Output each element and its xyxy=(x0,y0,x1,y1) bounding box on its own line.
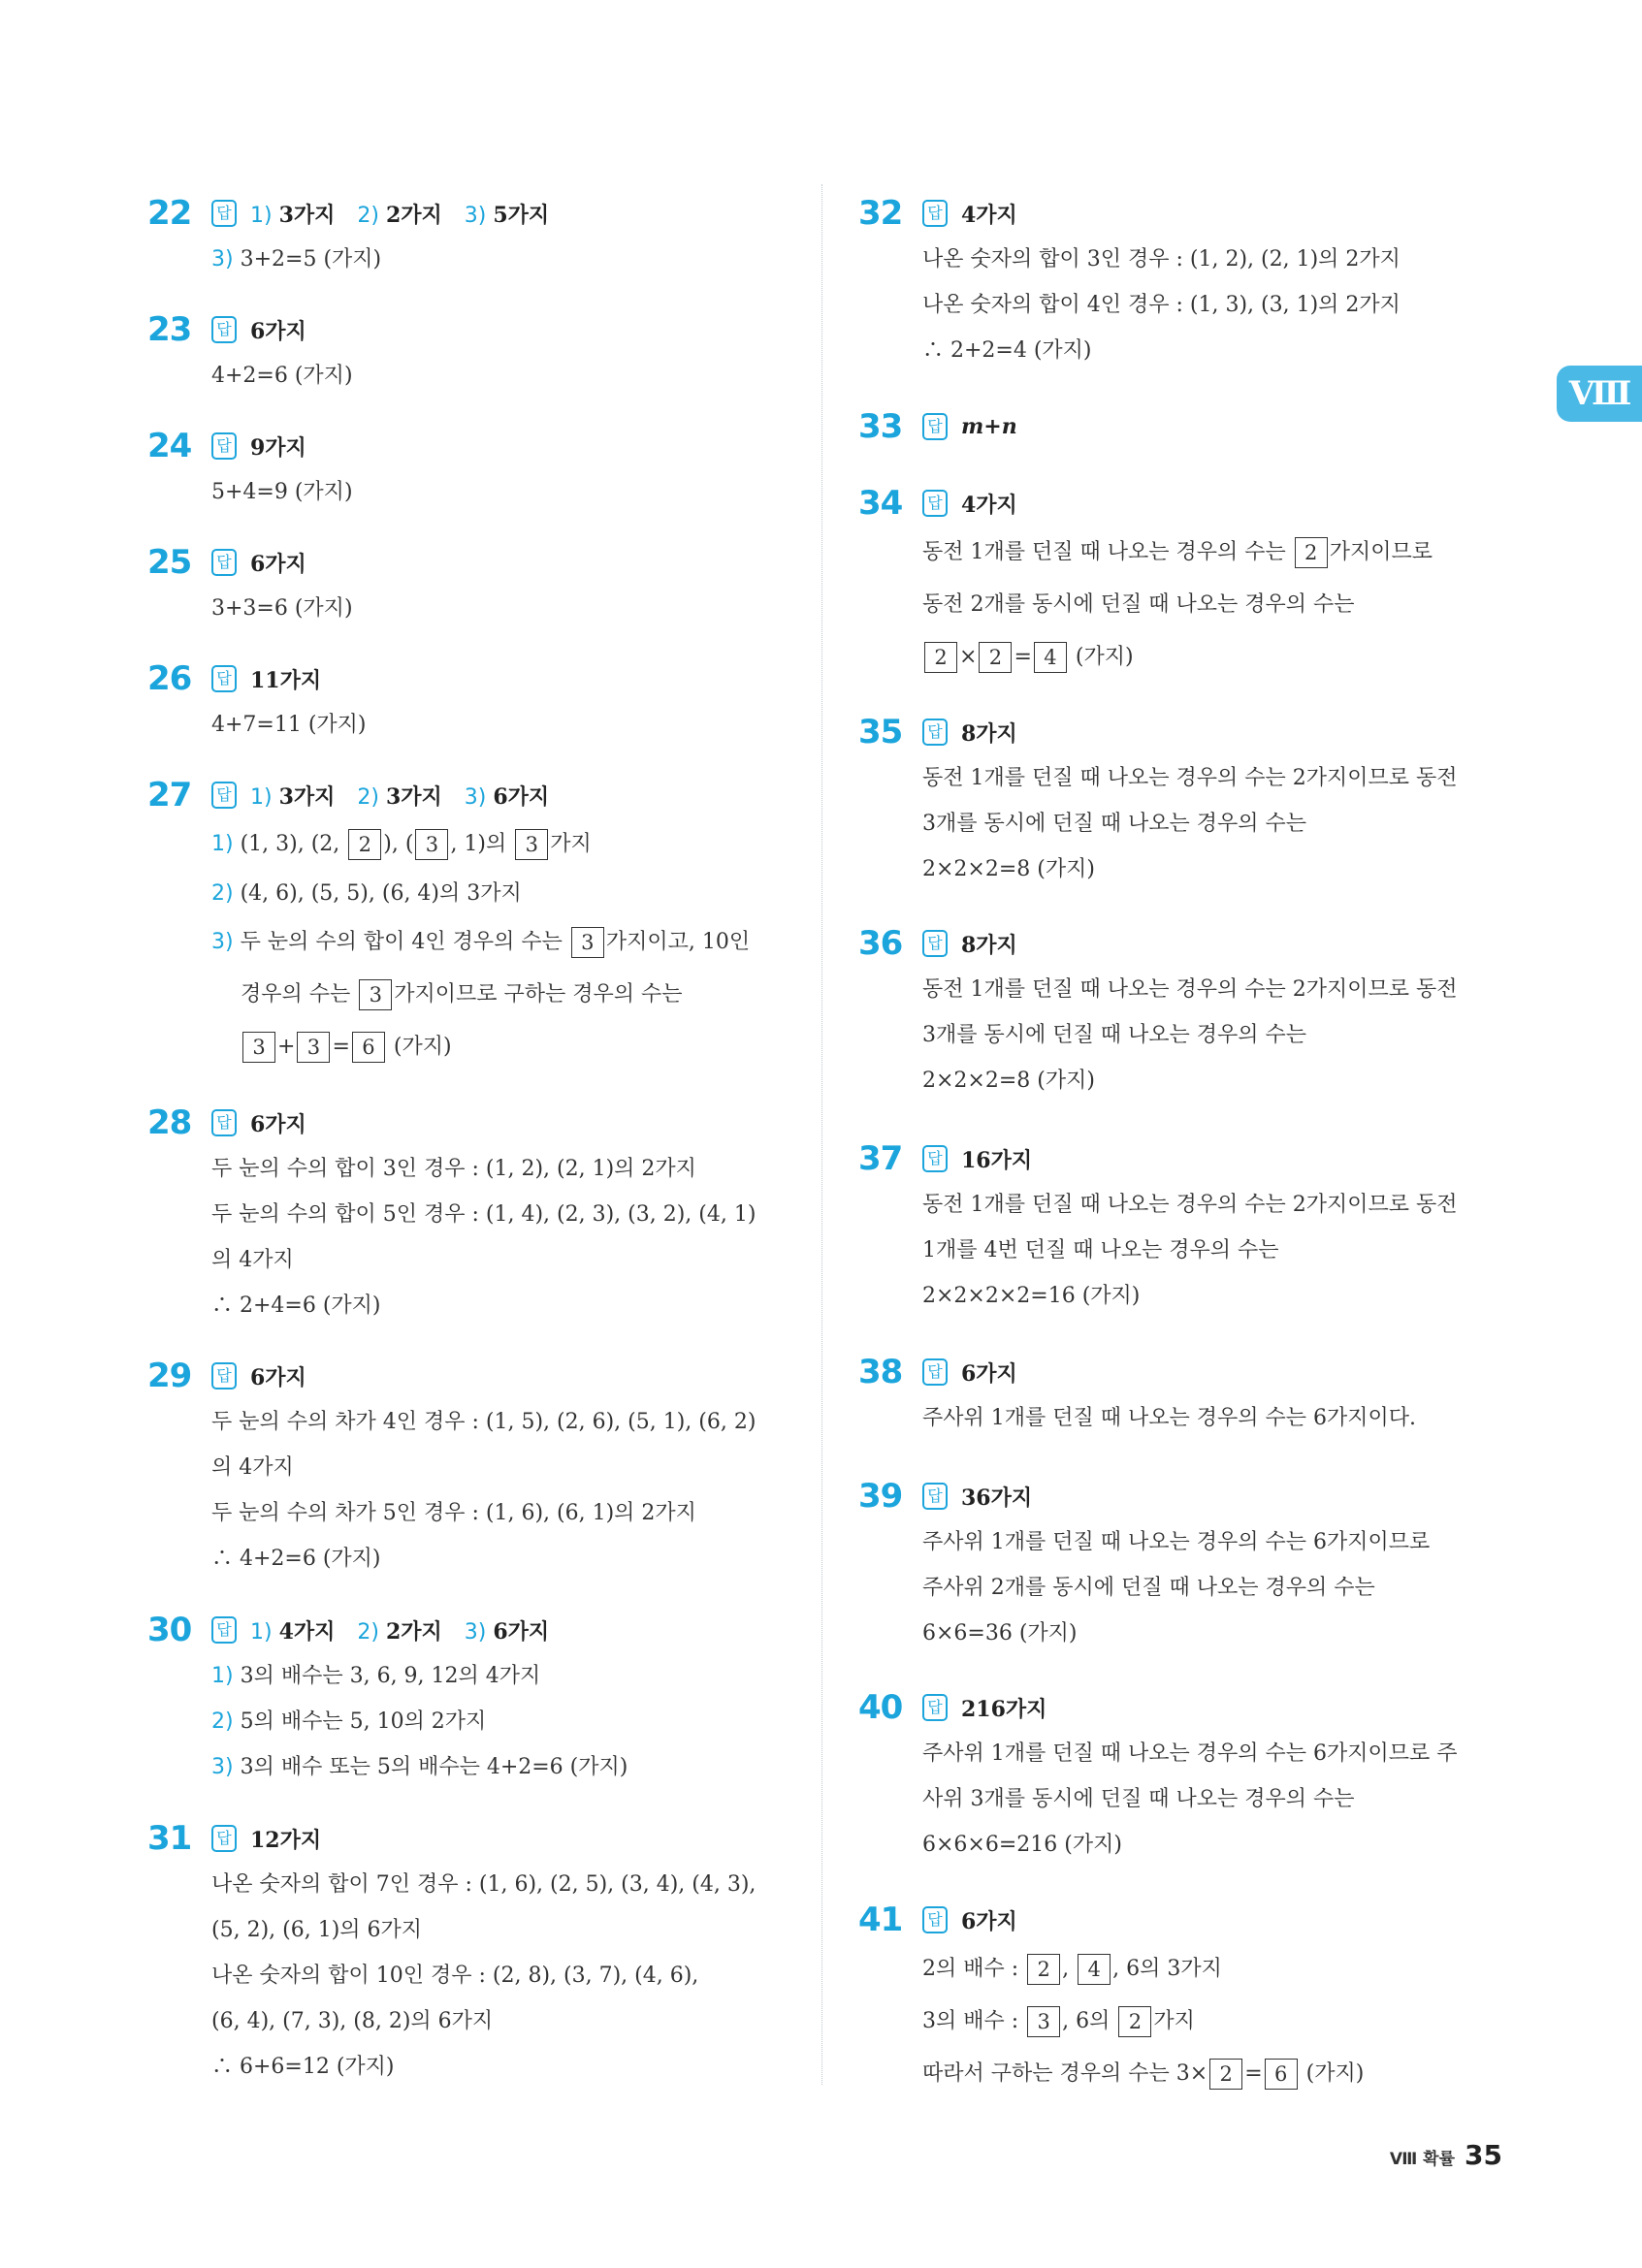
solution-text: 5의 배수는 5, 10의 2가지 xyxy=(240,1709,487,1734)
part-label: 1) xyxy=(211,832,234,856)
answer-line xyxy=(211,425,306,467)
answer-badge: 답 xyxy=(922,1694,948,1721)
answer-box: 3 xyxy=(242,1032,275,1063)
solution-line xyxy=(211,818,750,871)
answer-badge: 답 xyxy=(922,200,948,227)
solution-text: (5, 2), (6, 1)의 6가지 xyxy=(211,1918,423,1942)
problem-number: 37 xyxy=(858,1139,903,1178)
answer-value: 6가지 xyxy=(250,318,306,344)
answer-line xyxy=(211,1102,306,1144)
solution xyxy=(211,586,353,631)
answer-badge: 답 xyxy=(211,432,237,460)
solution-line xyxy=(922,967,1458,1012)
solution xyxy=(922,967,1458,1103)
answer-value: 4가지 xyxy=(961,202,1017,228)
solution-line xyxy=(922,1228,1458,1273)
solution-text: 나온 숫자의 합이 7인 경우 : (1, 6), (2, 5), (3, 4), (4, 3), xyxy=(211,1872,757,1897)
solution-line xyxy=(922,1395,1416,1441)
answer-line xyxy=(211,541,306,584)
footer-chapter: Ⅷ 확률 xyxy=(1389,2150,1456,2169)
solution xyxy=(211,1653,628,1790)
answer-badge: 답 xyxy=(211,665,237,692)
answer-line xyxy=(211,1355,306,1397)
solution-text: 3의 배수 또는 5의 배수는 4+2=6 (가지) xyxy=(240,1755,628,1779)
solution-line xyxy=(211,1998,756,2044)
answer-line xyxy=(211,657,321,700)
answer-value: 4가지 xyxy=(278,1618,336,1645)
solution xyxy=(922,1519,1430,1656)
solution-text: 2×2×2=8 (가지) xyxy=(922,1069,1095,1093)
answer-line xyxy=(922,1899,1017,1941)
solution-line xyxy=(922,755,1458,801)
answer-box: 4 xyxy=(1078,1954,1111,1985)
solution-text: (4, 6), (5, 5), (6, 4)의 3가지 xyxy=(240,881,522,906)
solution-text: 경우의 수는 3 가지이므로 구하는 경우의 수는 xyxy=(241,982,683,1006)
solution-line xyxy=(922,1996,1364,2048)
answer-box: 2 xyxy=(924,642,957,673)
part-label: 3) xyxy=(464,203,494,228)
answer-box: 6 xyxy=(352,1032,385,1063)
page-footer xyxy=(1390,2139,1502,2171)
solution-line xyxy=(922,1776,1458,1822)
solution-line xyxy=(922,527,1433,579)
answer-text xyxy=(250,1361,306,1391)
answer-text xyxy=(961,1144,1032,1174)
solution-text: 동전 2개를 동시에 던질 때 나오는 경우의 수는 xyxy=(922,592,1355,617)
solution-line xyxy=(922,1273,1458,1319)
solution-text: 4+7=11 (가지) xyxy=(211,713,367,737)
solution-text: 3개를 동시에 던질 때 나오는 경우의 수는 xyxy=(922,812,1306,836)
problem-number: 40 xyxy=(858,1688,903,1727)
solution xyxy=(922,755,1458,892)
solution xyxy=(922,1182,1458,1319)
solution-text: 2×2×2×2=16 (가지) xyxy=(922,1284,1141,1308)
solution-text: 의 4가지 xyxy=(211,1248,294,1272)
answer-text xyxy=(961,199,1017,229)
solution-line xyxy=(922,282,1401,328)
solution-line xyxy=(922,1565,1430,1611)
solution-text: 동전 1개를 던질 때 나오는 경우의 수는 2가지이므로 동전 xyxy=(922,766,1458,790)
solution xyxy=(922,1395,1416,1441)
solution-line xyxy=(922,1822,1458,1868)
answer-value: 6가지 xyxy=(250,1111,306,1137)
solution-text: 동전 1개를 던질 때 나오는 경우의 수는 2가지이므로 동전 xyxy=(922,977,1458,1002)
part-label: 2) xyxy=(211,881,234,906)
answer-value: 11가지 xyxy=(250,667,322,693)
solution-line xyxy=(922,1519,1430,1565)
answer-value: 3가지 xyxy=(385,783,442,810)
solution-line xyxy=(922,2048,1364,2100)
solution-text: 3의 배수는 3, 6, 9, 12의 4가지 xyxy=(240,1664,541,1688)
solution-text: 주사위 1개를 던질 때 나오는 경우의 수는 6가지이므로 xyxy=(922,1530,1431,1554)
answer-line xyxy=(211,192,549,235)
part-label: 3) xyxy=(211,1755,234,1779)
answer-value: 2가지 xyxy=(385,1618,442,1645)
answer-badge: 답 xyxy=(211,200,237,227)
solution-text: ∴ 2+2=4 (가지) xyxy=(922,338,1092,363)
problem-number: 38 xyxy=(858,1353,903,1391)
problem-number: 33 xyxy=(858,407,903,446)
answer-line xyxy=(922,405,1017,448)
answer-line xyxy=(922,192,1017,235)
solution-text: 3 + 3 = 6 (가지) xyxy=(241,1035,452,1059)
problem-number: 26 xyxy=(147,659,192,698)
solution-text: 2의 배수 : 2 , 4 , 6의 3가지 xyxy=(922,1957,1222,1981)
solution-text: 동전 1개를 던질 때 나오는 경우의 수는 2가지이므로 동전 xyxy=(922,1193,1458,1217)
solution xyxy=(211,353,353,399)
answer-text xyxy=(961,1905,1017,1935)
answer-text xyxy=(250,781,549,811)
answer-text xyxy=(961,718,1017,748)
problem-number: 23 xyxy=(147,310,192,349)
solution-text: 주사위 2개를 동시에 던질 때 나오는 경우의 수는 xyxy=(922,1576,1375,1600)
answer-badge: 답 xyxy=(922,1358,948,1386)
answer-box: 2 xyxy=(1295,537,1328,568)
solution-text: 따라서 구하는 경우의 수는 3× 2 = 6 (가지) xyxy=(922,2061,1364,2086)
answer-line xyxy=(211,774,549,816)
column-divider xyxy=(821,184,822,2085)
answer-box: 2 xyxy=(1209,2059,1242,2090)
problem-number: 34 xyxy=(858,484,903,523)
solution-text: 의 4가지 xyxy=(211,1455,294,1480)
answer-line xyxy=(211,1817,321,1860)
answer-line xyxy=(211,1609,549,1651)
solution xyxy=(211,1399,756,1581)
solution-text: (6, 4), (7, 3), (8, 2)의 6가지 xyxy=(211,2009,494,2033)
solution-line xyxy=(211,1862,756,1907)
solution-line xyxy=(211,586,353,631)
solution-line xyxy=(211,969,750,1021)
part-label: 3) xyxy=(211,247,234,272)
problem-number: 27 xyxy=(147,776,192,815)
solution-line xyxy=(922,1058,1458,1103)
solution-text: 사위 3개를 동시에 던질 때 나오는 경우의 수는 xyxy=(922,1787,1355,1811)
solution-line xyxy=(211,1653,628,1699)
part-label: 2) xyxy=(357,203,386,228)
answer-badge: 답 xyxy=(922,490,948,517)
answer-line xyxy=(922,482,1017,525)
solution-line xyxy=(922,1943,1364,1996)
part-label: 1) xyxy=(250,784,279,810)
answer-text xyxy=(250,315,306,345)
answer-value: 6가지 xyxy=(493,783,550,810)
solution-line xyxy=(211,1490,756,1536)
solution xyxy=(211,1862,756,2090)
solution-line xyxy=(922,237,1401,282)
solution-line xyxy=(922,579,1433,631)
solution-text: ∴ 6+6=12 (가지) xyxy=(211,2055,395,2079)
problem-number: 29 xyxy=(147,1357,192,1395)
solution-text: 주사위 1개를 던질 때 나오는 경우의 수는 6가지이다. xyxy=(922,1406,1416,1430)
answer-badge: 답 xyxy=(211,549,237,576)
answer-value: 36가지 xyxy=(961,1485,1033,1511)
problem-number: 41 xyxy=(858,1901,903,1939)
answer-value: 4가지 xyxy=(961,492,1017,518)
answer-box: 2 xyxy=(348,829,381,860)
answer-badge: 답 xyxy=(922,930,948,957)
solution-text: 두 눈의 수의 합이 4인 경우의 수는 3 가지이고, 10인 xyxy=(241,930,750,954)
answer-badge: 답 xyxy=(211,782,237,809)
part-label: 1) xyxy=(250,203,279,228)
solution-text: 동전 1개를 던질 때 나오는 경우의 수는 2 가지이므로 xyxy=(922,540,1433,564)
problem-number: 30 xyxy=(147,1611,192,1649)
solution-text: 1개를 4번 던질 때 나오는 경우의 수는 xyxy=(922,1238,1279,1262)
answer-box: 3 xyxy=(571,927,604,958)
solution-line xyxy=(211,1283,756,1328)
solution-text: (1, 3), (2, 2 ), ( 3 , 1)의 3 가지 xyxy=(241,832,592,856)
answer-text xyxy=(961,1693,1046,1723)
answer-badge: 답 xyxy=(211,1825,237,1852)
answer-value: 16가지 xyxy=(961,1147,1033,1173)
solution-text: 나온 숫자의 합이 4인 경우 : (1, 3), (3, 1)의 2가지 xyxy=(922,293,1401,317)
solution-line xyxy=(211,1445,756,1490)
solution-text: 3+3=6 (가지) xyxy=(211,596,353,621)
solution-line xyxy=(922,631,1433,684)
solution-line xyxy=(922,328,1401,373)
answer-text xyxy=(961,929,1017,959)
answer-line xyxy=(211,308,306,351)
solution-line xyxy=(922,847,1458,892)
answer-line xyxy=(922,1686,1046,1729)
solution-text: 두 눈의 수의 차가 5인 경우 : (1, 6), (6, 1)의 2가지 xyxy=(211,1501,696,1525)
answer-box: 2 xyxy=(979,642,1012,673)
answer-box: 4 xyxy=(1034,642,1067,673)
solution xyxy=(211,237,381,282)
answer-badge: 답 xyxy=(922,1483,948,1510)
answer-box: 3 xyxy=(297,1032,330,1063)
answer-value: 12가지 xyxy=(250,1827,322,1853)
answer-box: 3 xyxy=(1027,2006,1060,2037)
answer-box: 6 xyxy=(1265,2059,1298,2090)
answer-box: 2 xyxy=(1027,1954,1060,1985)
answer-badge: 답 xyxy=(922,1145,948,1172)
solution-text: 두 눈의 수의 합이 5인 경우 : (1, 4), (2, 3), (3, 2), (4, 1) xyxy=(211,1202,757,1227)
problem-number: 24 xyxy=(147,427,192,465)
answer-badge: 답 xyxy=(211,316,237,343)
solution xyxy=(211,1146,756,1328)
solution-text: 6×6×6=216 (가지) xyxy=(922,1833,1122,1857)
solution-text: 3개를 동시에 던질 때 나오는 경우의 수는 xyxy=(922,1023,1306,1047)
solution-line xyxy=(922,1731,1458,1776)
solution-line xyxy=(922,1012,1458,1058)
answer-value: 9가지 xyxy=(250,434,306,461)
solution xyxy=(211,818,750,1073)
solution-text: 2 × 2 = 4 (가지) xyxy=(922,645,1134,669)
solution-line xyxy=(211,1699,628,1744)
chapter-tab: Ⅷ xyxy=(1557,366,1642,422)
answer-value: 6가지 xyxy=(961,1360,1017,1387)
solution-text: ∴ 4+2=6 (가지) xyxy=(211,1547,381,1571)
answer-box: 3 xyxy=(415,829,448,860)
solution-line xyxy=(211,1192,756,1237)
answer-line xyxy=(922,711,1017,753)
answer-value: m+n xyxy=(961,414,1017,439)
solution-text: 5+4=9 (가지) xyxy=(211,480,353,504)
solution-text: ∴ 2+4=6 (가지) xyxy=(211,1294,381,1318)
page-number: 35 xyxy=(1465,2139,1502,2171)
answer-value: 3가지 xyxy=(278,783,336,810)
answer-value: 5가지 xyxy=(493,202,550,228)
solution-line xyxy=(922,1182,1458,1228)
answer-value: 8가지 xyxy=(961,720,1017,747)
solution-line xyxy=(211,1146,756,1192)
solution-text: 나온 숫자의 합이 3인 경우 : (1, 2), (2, 1)의 2가지 xyxy=(922,247,1401,272)
solution xyxy=(211,702,367,748)
answer-text xyxy=(250,1108,306,1138)
answer-text xyxy=(250,1824,321,1854)
answer-text xyxy=(961,489,1017,519)
part-label: 2) xyxy=(357,784,386,810)
answer-text xyxy=(961,414,1017,439)
problem-number: 36 xyxy=(858,924,903,963)
problem-number: 39 xyxy=(858,1477,903,1516)
solution-line xyxy=(211,1237,756,1283)
problem-number: 35 xyxy=(858,713,903,751)
answer-text xyxy=(961,1358,1017,1388)
answer-value: 6가지 xyxy=(250,1364,306,1390)
problem-number: 25 xyxy=(147,543,192,582)
solution-line xyxy=(211,2044,756,2090)
answer-text xyxy=(961,1482,1032,1512)
solution-line xyxy=(211,916,750,969)
answer-value: 6가지 xyxy=(961,1908,1017,1934)
solution-line xyxy=(211,1907,756,1953)
solution-text: 두 눈의 수의 합이 3인 경우 : (1, 2), (2, 1)의 2가지 xyxy=(211,1157,696,1181)
solution-line xyxy=(211,1021,750,1073)
answer-line xyxy=(922,922,1017,965)
solution-line xyxy=(211,1536,756,1581)
answer-value: 6가지 xyxy=(493,1618,550,1645)
solution-line xyxy=(211,353,353,399)
solution xyxy=(922,527,1433,684)
answer-value: 3가지 xyxy=(278,202,336,228)
part-label: 3) xyxy=(464,784,494,810)
answer-line xyxy=(922,1351,1017,1393)
answer-badge: 답 xyxy=(211,1616,237,1644)
answer-box: 3 xyxy=(359,979,392,1010)
solution-line xyxy=(922,1611,1430,1656)
answer-value: 6가지 xyxy=(250,551,306,577)
answer-badge: 답 xyxy=(922,413,948,440)
solution-text: 주사위 1개를 던질 때 나오는 경우의 수는 6가지이므로 주 xyxy=(922,1741,1458,1766)
solution-line xyxy=(211,237,381,282)
solution-text: 6×6=36 (가지) xyxy=(922,1621,1078,1645)
problem-number: 22 xyxy=(147,194,192,233)
problem-number: 31 xyxy=(147,1819,192,1858)
solution-line xyxy=(211,1744,628,1790)
answer-box: 2 xyxy=(1118,2006,1151,2037)
solution-text: 3의 배수 : 3 , 6의 2 가지 xyxy=(922,2009,1195,2033)
answer-box: 3 xyxy=(515,829,548,860)
answer-badge: 답 xyxy=(922,719,948,746)
part-label: 3) xyxy=(464,1619,494,1645)
solution-line xyxy=(211,871,750,916)
solution-text: 4+2=6 (가지) xyxy=(211,364,353,388)
solution-line xyxy=(922,801,1458,847)
answer-value: 2가지 xyxy=(385,202,442,228)
solution-line xyxy=(211,1953,756,1998)
solution-line xyxy=(211,469,353,515)
answer-text xyxy=(250,548,306,578)
solution xyxy=(922,237,1401,373)
part-label: 3) xyxy=(211,930,234,954)
answer-value: 216가지 xyxy=(961,1696,1047,1722)
part-label: 2) xyxy=(211,1709,234,1734)
solution xyxy=(922,1943,1364,2100)
solution-line xyxy=(211,1399,756,1445)
solution-text: 2×2×2=8 (가지) xyxy=(922,857,1095,881)
answer-text xyxy=(250,664,321,694)
problem-number: 28 xyxy=(147,1103,192,1142)
part-label: 1) xyxy=(250,1619,279,1645)
solution-line xyxy=(211,702,367,748)
part-label: 1) xyxy=(211,1664,234,1688)
answer-badge: 답 xyxy=(922,1906,948,1933)
answer-line xyxy=(922,1475,1032,1517)
solution xyxy=(922,1731,1458,1868)
problem-number: 32 xyxy=(858,194,903,233)
answer-text xyxy=(250,199,549,229)
solution-text: 나온 숫자의 합이 10인 경우 : (2, 8), (3, 7), (4, 6), xyxy=(211,1964,699,1988)
answer-badge: 답 xyxy=(211,1362,237,1390)
answer-value: 8가지 xyxy=(961,932,1017,958)
solution-text: 3+2=5 (가지) xyxy=(240,247,382,272)
solution-text: 두 눈의 수의 차가 4인 경우 : (1, 5), (2, 6), (5, 1), (6, 2) xyxy=(211,1410,757,1434)
answer-badge: 답 xyxy=(211,1109,237,1136)
answer-text xyxy=(250,1615,549,1645)
answer-line xyxy=(922,1137,1032,1180)
solution xyxy=(211,469,353,515)
answer-text xyxy=(250,431,306,462)
part-label: 2) xyxy=(357,1619,386,1645)
